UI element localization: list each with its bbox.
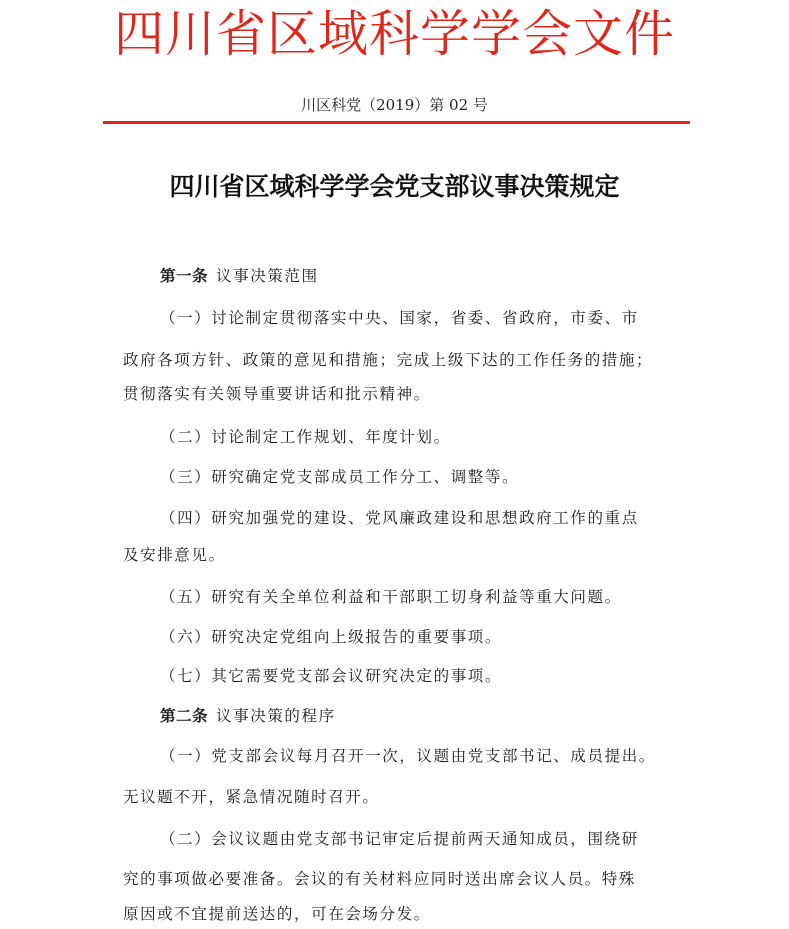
article-2-heading-text: 议事决策的程序 <box>216 707 336 725</box>
red-divider <box>103 121 690 124</box>
paragraph-line: 贯彻落实有关领导重要讲话和批示精神。 <box>123 385 431 403</box>
paragraph-line: （三）研究确定党支部成员工作分工、调整等。 <box>160 468 520 486</box>
paragraph-line: 及安排意见。 <box>123 546 226 564</box>
paragraph-line: 原因或不宜提前送达的，可在会场分发。 <box>123 905 431 923</box>
paragraph-line: 政府各项方针、政策的意见和措施；完成上级下达的工作任务的措施； <box>123 351 654 369</box>
paragraph-line: （四）研究加强党的建设、党风廉政建设和思想政府工作的重点 <box>160 509 639 527</box>
document-number: 川区科党（2019）第 02 号 <box>301 96 488 114</box>
paragraph-line: 无议题不开，紧急情况随时召开。 <box>123 788 380 806</box>
paragraph-line: （六）研究决定党组向上级报告的重要事项。 <box>160 628 503 646</box>
paragraph-line: （二）讨论制定工作规划、年度计划。 <box>160 428 451 446</box>
document-title: 四川省区域科学学会党支部议事决策规定 <box>169 172 620 201</box>
masthead-title: 四川省区域科学学会文件 <box>114 5 675 63</box>
paragraph-line: 究的事项做必要准备。会议的有关材料应同时送出席会议人员。特殊 <box>123 870 637 888</box>
paragraph-line: （一）党支部会议每月召开一次，议题由党支部书记、成员提出。 <box>160 747 656 765</box>
article-1-heading <box>160 265 319 287</box>
article-1-heading-text: 议事决策范围 <box>216 267 319 285</box>
paragraph-line: （一）讨论制定贯彻落实中央、国家，省委、省政府，市委、市 <box>160 309 639 327</box>
paragraph-line: （二）会议议题由党支部书记审定后提前两天通知成员，围绕研 <box>160 830 639 848</box>
paragraph-line: （五）研究有关全单位利益和干部职工切身利益等重大问题。 <box>160 588 622 606</box>
article-2-label: 第二条 <box>160 707 209 725</box>
article-2-heading <box>160 705 336 727</box>
article-1-label: 第一条 <box>160 267 209 285</box>
paragraph-line: （七）其它需要党支部会议研究决定的事项。 <box>160 667 503 685</box>
